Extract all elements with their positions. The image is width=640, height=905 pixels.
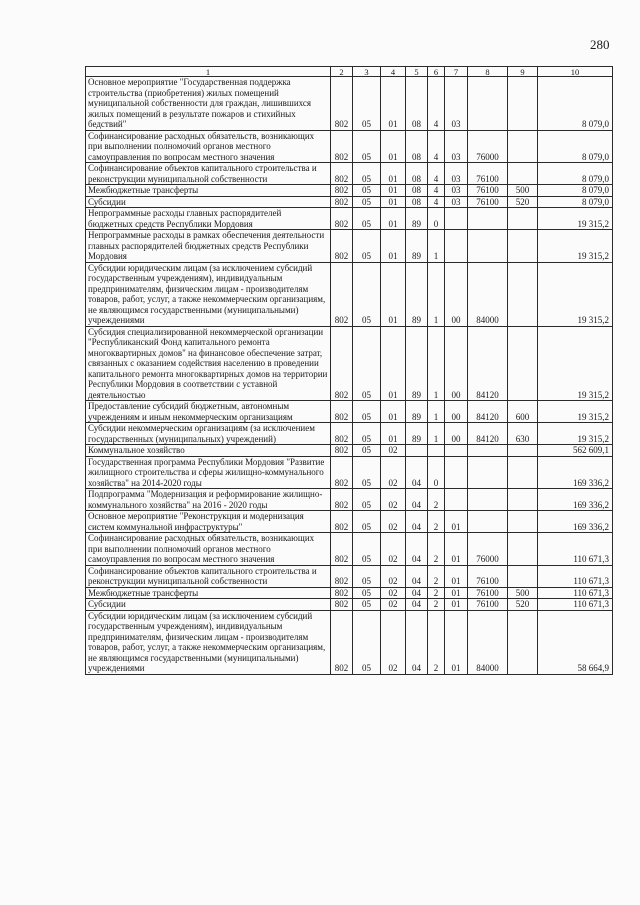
direction-code-cell: [468, 230, 508, 263]
section-code-cell: 05: [353, 423, 381, 445]
amount-cell: 19 315,2: [538, 230, 613, 263]
table-row: [86, 610, 613, 674]
direction-code-cell: [468, 456, 508, 489]
table-row: [86, 262, 613, 326]
subsection-code-cell: 01: [381, 77, 406, 131]
row-name-cell: Софинансирование расходных обязательств, возникающих при выполнении полномочий органов местного самоуправления по вопросам местного значения: [86, 130, 331, 163]
expense-type-cell: 630: [508, 423, 538, 445]
row-name-cell: Субсидия специализированной некоммерческой организации "Республиканский Фонд капитального ремонта многоквартирных домов" на финансовое обеспечение затрат, связанных с оказанием содействия населению в проведении капитального ремонта многоквартирных домов на территории Республики Мордовия в соответствии с уставной деятельностью: [86, 326, 331, 401]
subprogram-code-cell: 1: [428, 401, 445, 423]
program-code-cell: 89: [406, 262, 428, 326]
ministry-code-cell: 802: [331, 185, 353, 197]
row-name-cell: Государственная программа Республики Мордовия "Развитие жилищного строительства и сферы жилищно-коммунального хозяйства" на 2014-2020 годы: [86, 456, 331, 489]
column-header: 9: [508, 67, 538, 77]
program-code-cell: 04: [406, 533, 428, 566]
ministry-code-cell: 802: [331, 533, 353, 566]
expense-type-cell: 520: [508, 599, 538, 611]
subprogram-code-cell: 2: [428, 565, 445, 587]
program-code-cell: 89: [406, 326, 428, 401]
activity-code-cell: 00: [445, 326, 468, 401]
section-code-cell: 05: [353, 262, 381, 326]
subprogram-code-cell: 4: [428, 196, 445, 208]
subprogram-code-cell: 2: [428, 610, 445, 674]
amount-cell: 19 315,2: [538, 208, 613, 230]
program-code-cell: 08: [406, 77, 428, 131]
activity-code-cell: [445, 489, 468, 511]
row-name-cell: Основное мероприятие "Реконструкция и модернизация систем коммунальной инфраструктуры": [86, 511, 331, 533]
activity-code-cell: [445, 230, 468, 263]
direction-code-cell: 84120: [468, 401, 508, 423]
program-code-cell: 89: [406, 423, 428, 445]
ministry-code-cell: 802: [331, 511, 353, 533]
program-code-cell: 89: [406, 230, 428, 263]
amount-cell: 169 336,2: [538, 511, 613, 533]
direction-code-cell: 84000: [468, 610, 508, 674]
direction-code-cell: [468, 445, 508, 457]
subsection-code-cell: 01: [381, 208, 406, 230]
subprogram-code-cell: [428, 445, 445, 457]
table-row: [86, 230, 613, 263]
program-code-cell: 08: [406, 185, 428, 197]
section-code-cell: 05: [353, 511, 381, 533]
direction-code-cell: 76100: [468, 599, 508, 611]
subprogram-code-cell: 2: [428, 489, 445, 511]
ministry-code-cell: 802: [331, 401, 353, 423]
activity-code-cell: 00: [445, 262, 468, 326]
direction-code-cell: 84120: [468, 326, 508, 401]
amount-cell: 110 671,3: [538, 587, 613, 599]
subsection-code-cell: 01: [381, 130, 406, 163]
row-name-cell: Софинансирование объектов капитального строительства и реконструкции муниципальной собственности: [86, 163, 331, 185]
table-row: [86, 163, 613, 185]
table-row: [86, 196, 613, 208]
subprogram-code-cell: 4: [428, 185, 445, 197]
table-row: [86, 587, 613, 599]
direction-code-cell: 76000: [468, 533, 508, 566]
column-header: 2: [331, 67, 353, 77]
activity-code-cell: [445, 456, 468, 489]
table-row: [86, 423, 613, 445]
amount-cell: 8 079,0: [538, 163, 613, 185]
page-number: 280: [590, 37, 610, 52]
subprogram-code-cell: 4: [428, 77, 445, 131]
row-name-cell: Субсидии некоммерческим организациям (за исключением государственных (муниципальных) учреждений): [86, 423, 331, 445]
row-name-cell: Межбюджетные трансферты: [86, 587, 331, 599]
column-header: 5: [406, 67, 428, 77]
expense-type-cell: [508, 77, 538, 131]
activity-code-cell: 00: [445, 401, 468, 423]
column-header: 7: [445, 67, 468, 77]
program-code-cell: 04: [406, 489, 428, 511]
table-header-row: [86, 67, 613, 77]
amount-cell: 8 079,0: [538, 185, 613, 197]
section-code-cell: 05: [353, 610, 381, 674]
activity-code-cell: 01: [445, 599, 468, 611]
row-name-cell: Подпрограмма "Модернизация и реформирование жилищно-коммунального хозяйства" на 2016 - 2020 годы: [86, 489, 331, 511]
expense-type-cell: [508, 565, 538, 587]
expense-type-cell: [508, 489, 538, 511]
column-header: 8: [468, 67, 508, 77]
activity-code-cell: 03: [445, 185, 468, 197]
subsection-code-cell: 01: [381, 326, 406, 401]
expense-type-cell: [508, 445, 538, 457]
subsection-code-cell: 01: [381, 401, 406, 423]
amount-cell: 8 079,0: [538, 130, 613, 163]
table-row: [86, 445, 613, 457]
direction-code-cell: 76100: [468, 163, 508, 185]
program-code-cell: 04: [406, 587, 428, 599]
amount-cell: 169 336,2: [538, 456, 613, 489]
subprogram-code-cell: 2: [428, 511, 445, 533]
program-code-cell: 08: [406, 130, 428, 163]
expense-type-cell: [508, 208, 538, 230]
ministry-code-cell: 802: [331, 326, 353, 401]
direction-code-cell: 84120: [468, 423, 508, 445]
activity-code-cell: 03: [445, 196, 468, 208]
section-code-cell: 05: [353, 77, 381, 131]
subsection-code-cell: 02: [381, 489, 406, 511]
amount-cell: 8 079,0: [538, 196, 613, 208]
program-code-cell: 04: [406, 511, 428, 533]
table-row: [86, 326, 613, 401]
subprogram-code-cell: 1: [428, 423, 445, 445]
table-row: [86, 401, 613, 423]
expense-type-cell: [508, 230, 538, 263]
table-row: [86, 489, 613, 511]
expense-type-cell: [508, 130, 538, 163]
direction-code-cell: 84000: [468, 262, 508, 326]
activity-code-cell: 03: [445, 77, 468, 131]
subprogram-code-cell: 0: [428, 208, 445, 230]
ministry-code-cell: 802: [331, 163, 353, 185]
column-header: 10: [538, 67, 613, 77]
program-code-cell: 04: [406, 456, 428, 489]
expense-type-cell: 600: [508, 401, 538, 423]
activity-code-cell: 01: [445, 533, 468, 566]
activity-code-cell: 00: [445, 423, 468, 445]
subsection-code-cell: 02: [381, 599, 406, 611]
row-name-cell: Основное мероприятие "Государственная поддержка строительства (приобретения) жилых помещений муниципальной собственности для граждан, лишившихся жилых помещений в результате пожаров и стихийных бедствий": [86, 77, 331, 131]
amount-cell: 110 671,3: [538, 599, 613, 611]
table-row: [86, 456, 613, 489]
ministry-code-cell: 802: [331, 445, 353, 457]
subsection-code-cell: 01: [381, 196, 406, 208]
ministry-code-cell: 802: [331, 587, 353, 599]
activity-code-cell: 01: [445, 565, 468, 587]
direction-code-cell: 76100: [468, 185, 508, 197]
section-code-cell: 05: [353, 185, 381, 197]
section-code-cell: 05: [353, 326, 381, 401]
subprogram-code-cell: 4: [428, 130, 445, 163]
row-name-cell: Софинансирование объектов капитального строительства и реконструкции муниципальной собственности: [86, 565, 331, 587]
amount-cell: 110 671,3: [538, 533, 613, 566]
subprogram-code-cell: 1: [428, 262, 445, 326]
expense-type-cell: [508, 326, 538, 401]
row-name-cell: Непрограммные расходы в рамках обеспечения деятельности главных распорядителей бюджетных средств Республики Мордовия: [86, 230, 331, 263]
subsection-code-cell: 01: [381, 230, 406, 263]
direction-code-cell: [468, 77, 508, 131]
subprogram-code-cell: 2: [428, 533, 445, 566]
section-code-cell: 05: [353, 208, 381, 230]
expense-type-cell: [508, 610, 538, 674]
row-name-cell: Субсидии юридическим лицам (за исключением субсидий государственным учреждениям), индивидуальным предпринимателям, физическим лицам - производителям товаров, работ, услуг, а также некоммерческим организациям, не являющимся государственными (муниципальными) учреждениями: [86, 610, 331, 674]
table-row: [86, 77, 613, 131]
table-row: [86, 185, 613, 197]
direction-code-cell: [468, 511, 508, 533]
section-code-cell: 05: [353, 230, 381, 263]
section-code-cell: 05: [353, 196, 381, 208]
section-code-cell: 05: [353, 489, 381, 511]
row-name-cell: Субсидии юридическим лицам (за исключением субсидий государственным учреждениям), индивидуальным предпринимателям, физическим лицам - производителям товаров, работ, услуг, а также некоммерческим организациям, не являющимся государственными (муниципальными) учреждениями: [86, 262, 331, 326]
budget-table: [85, 66, 613, 675]
subprogram-code-cell: 2: [428, 587, 445, 599]
ministry-code-cell: 802: [331, 130, 353, 163]
activity-code-cell: [445, 445, 468, 457]
subprogram-code-cell: 1: [428, 326, 445, 401]
direction-code-cell: 76100: [468, 565, 508, 587]
subprogram-code-cell: 4: [428, 163, 445, 185]
expense-type-cell: [508, 456, 538, 489]
subsection-code-cell: 02: [381, 445, 406, 457]
subsection-code-cell: 02: [381, 511, 406, 533]
amount-cell: 58 664,9: [538, 610, 613, 674]
ministry-code-cell: 802: [331, 77, 353, 131]
row-name-cell: Субсидии: [86, 196, 331, 208]
section-code-cell: 05: [353, 565, 381, 587]
activity-code-cell: 03: [445, 130, 468, 163]
section-code-cell: 05: [353, 587, 381, 599]
section-code-cell: 05: [353, 445, 381, 457]
program-code-cell: 89: [406, 401, 428, 423]
section-code-cell: 05: [353, 163, 381, 185]
table-row: [86, 208, 613, 230]
subprogram-code-cell: 2: [428, 599, 445, 611]
ministry-code-cell: 802: [331, 230, 353, 263]
section-code-cell: 05: [353, 599, 381, 611]
expense-type-cell: [508, 533, 538, 566]
ministry-code-cell: 802: [331, 565, 353, 587]
program-code-cell: 04: [406, 565, 428, 587]
activity-code-cell: 03: [445, 163, 468, 185]
amount-cell: 8 079,0: [538, 77, 613, 131]
amount-cell: 19 315,2: [538, 326, 613, 401]
row-name-cell: Коммунальное хозяйство: [86, 445, 331, 457]
amount-cell: 562 609,1: [538, 445, 613, 457]
column-header: 3: [353, 67, 381, 77]
program-code-cell: 08: [406, 163, 428, 185]
subprogram-code-cell: 0: [428, 456, 445, 489]
direction-code-cell: [468, 208, 508, 230]
subsection-code-cell: 01: [381, 423, 406, 445]
table-row: [86, 565, 613, 587]
table-row: [86, 511, 613, 533]
amount-cell: 19 315,2: [538, 423, 613, 445]
subsection-code-cell: 01: [381, 185, 406, 197]
activity-code-cell: [445, 208, 468, 230]
ministry-code-cell: 802: [331, 489, 353, 511]
row-name-cell: Софинансирование расходных обязательств, возникающих при выполнении полномочий органов местного самоуправления по вопросам местного значения: [86, 533, 331, 566]
subsection-code-cell: 02: [381, 456, 406, 489]
program-code-cell: 04: [406, 599, 428, 611]
activity-code-cell: 01: [445, 610, 468, 674]
amount-cell: 19 315,2: [538, 401, 613, 423]
expense-type-cell: [508, 262, 538, 326]
activity-code-cell: 01: [445, 587, 468, 599]
ministry-code-cell: 802: [331, 599, 353, 611]
ministry-code-cell: 802: [331, 208, 353, 230]
program-code-cell: 89: [406, 208, 428, 230]
subprogram-code-cell: 1: [428, 230, 445, 263]
table-row: [86, 533, 613, 566]
column-header: 4: [381, 67, 406, 77]
column-header: 1: [86, 67, 331, 77]
ministry-code-cell: 802: [331, 423, 353, 445]
direction-code-cell: 76100: [468, 196, 508, 208]
row-name-cell: Непрограммные расходы главных распорядителей бюджетных средств Республики Мордовия: [86, 208, 331, 230]
subsection-code-cell: 02: [381, 587, 406, 599]
section-code-cell: 05: [353, 456, 381, 489]
table-body: [86, 77, 613, 675]
subsection-code-cell: 02: [381, 565, 406, 587]
direction-code-cell: 76100: [468, 587, 508, 599]
program-code-cell: [406, 445, 428, 457]
expense-type-cell: [508, 511, 538, 533]
amount-cell: 169 336,2: [538, 489, 613, 511]
expense-type-cell: 520: [508, 196, 538, 208]
section-code-cell: 05: [353, 401, 381, 423]
section-code-cell: 05: [353, 533, 381, 566]
ministry-code-cell: 802: [331, 456, 353, 489]
subsection-code-cell: 02: [381, 533, 406, 566]
amount-cell: 19 315,2: [538, 262, 613, 326]
program-code-cell: 04: [406, 610, 428, 674]
program-code-cell: 08: [406, 196, 428, 208]
subsection-code-cell: 01: [381, 163, 406, 185]
subsection-code-cell: 01: [381, 262, 406, 326]
row-name-cell: Предоставление субсидий бюджетным, автономным учреждениям и иным некоммерческим организациям: [86, 401, 331, 423]
table-row: [86, 599, 613, 611]
column-header: 6: [428, 67, 445, 77]
activity-code-cell: 01: [445, 511, 468, 533]
direction-code-cell: [468, 489, 508, 511]
row-name-cell: Субсидии: [86, 599, 331, 611]
table-row: [86, 130, 613, 163]
row-name-cell: Межбюджетные трансферты: [86, 185, 331, 197]
amount-cell: 110 671,3: [538, 565, 613, 587]
ministry-code-cell: 802: [331, 610, 353, 674]
ministry-code-cell: 802: [331, 196, 353, 208]
direction-code-cell: 76000: [468, 130, 508, 163]
ministry-code-cell: 802: [331, 262, 353, 326]
expense-type-cell: [508, 163, 538, 185]
subsection-code-cell: 02: [381, 610, 406, 674]
section-code-cell: 05: [353, 130, 381, 163]
expense-type-cell: 500: [508, 185, 538, 197]
expense-type-cell: 500: [508, 587, 538, 599]
